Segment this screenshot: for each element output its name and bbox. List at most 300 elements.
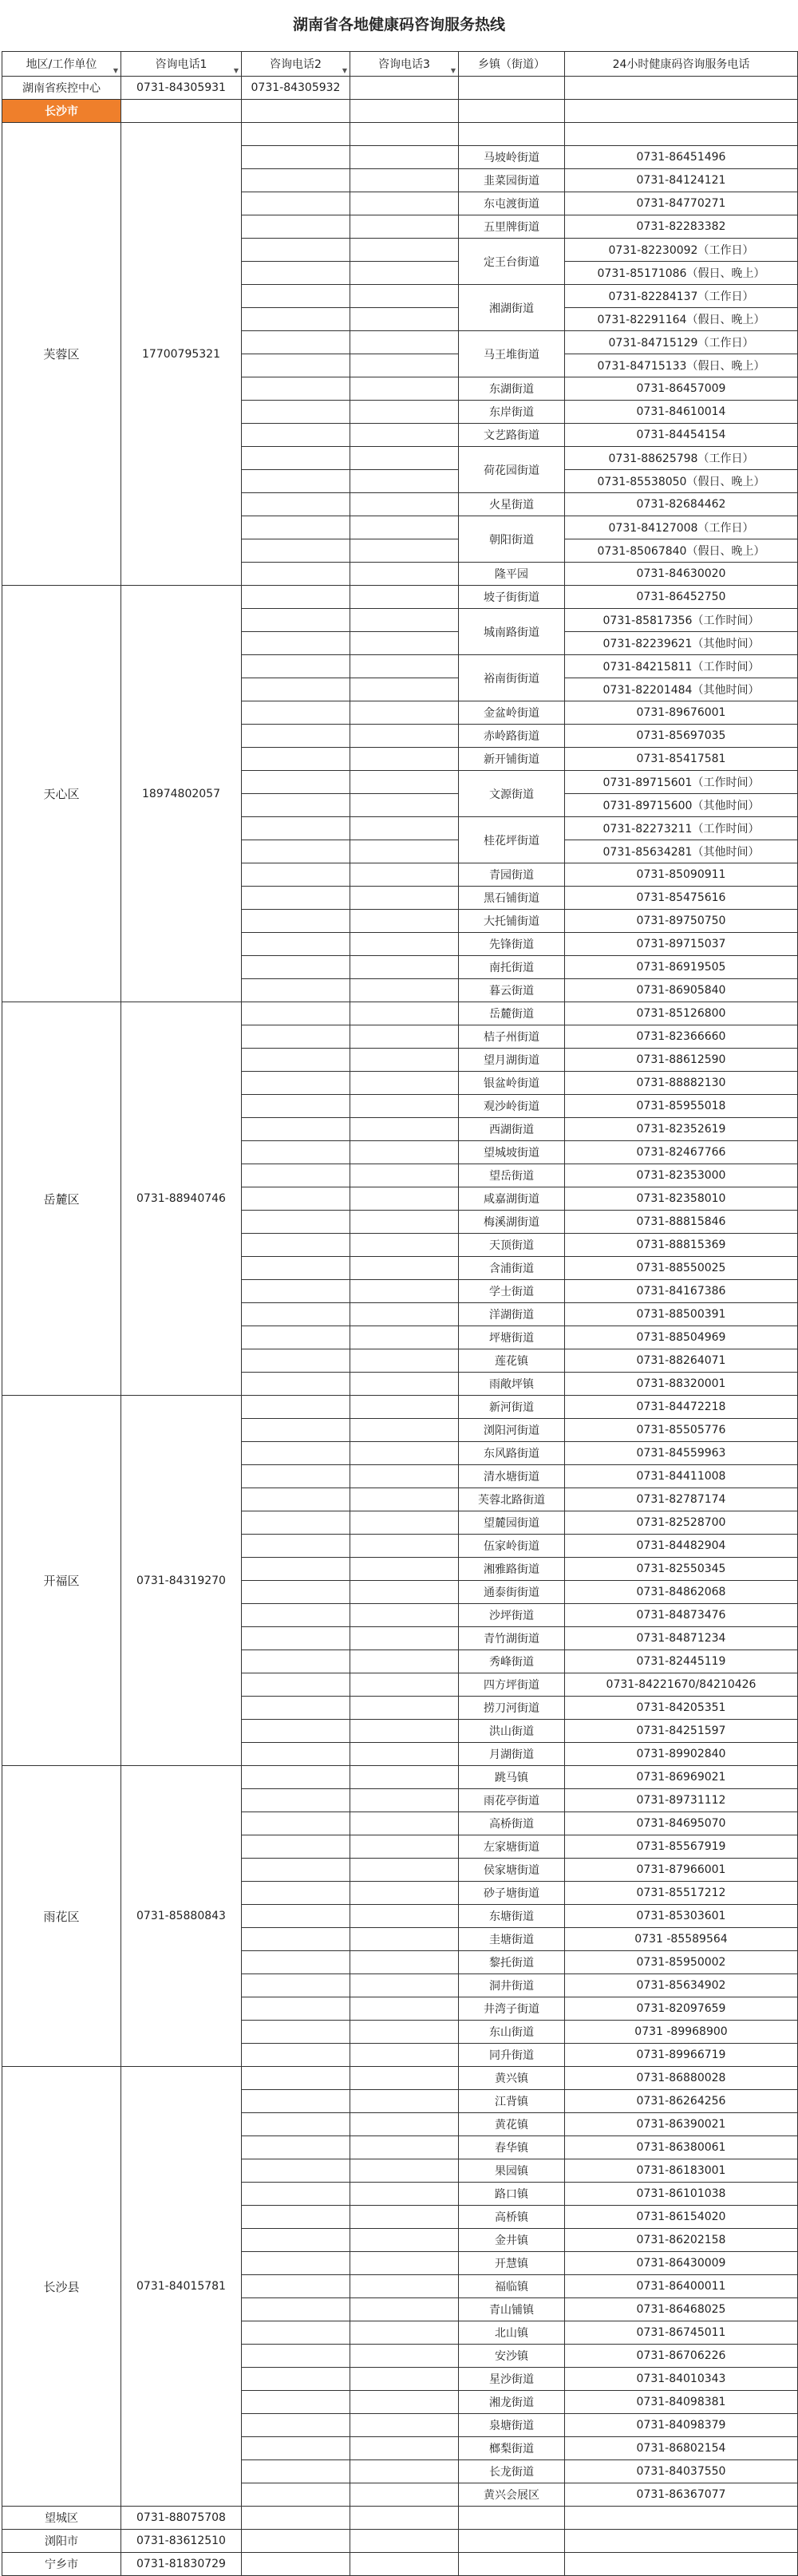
- phone-3: [350, 1928, 459, 1951]
- empty-cell: [350, 2507, 459, 2530]
- hotline: 0731-82283382: [565, 215, 798, 239]
- hotline: 0731-84695070: [565, 1812, 798, 1835]
- column-header[interactable]: 咨询电话1 ▼: [121, 52, 242, 77]
- phone-3: [350, 2321, 459, 2345]
- phone-3: [350, 2113, 459, 2136]
- phone-3: [350, 262, 459, 285]
- hotline: 0731-85634902: [565, 1974, 798, 1997]
- phone-3: [350, 2252, 459, 2275]
- phone-3: [350, 655, 459, 678]
- phone-2: [242, 2345, 350, 2368]
- phone-3: [350, 794, 459, 817]
- phone-2: [242, 725, 350, 748]
- street-name: 清水塘街道: [459, 1465, 565, 1488]
- phone-3: [350, 1349, 459, 1373]
- phone-3: [350, 1859, 459, 1882]
- phone-3: [350, 2067, 459, 2090]
- phone-2: [242, 1187, 350, 1211]
- city-name: 长沙市: [2, 100, 121, 123]
- street-name: [459, 123, 565, 146]
- hotline: 0731-82230092（工作日）: [565, 239, 798, 262]
- phone-2: [242, 262, 350, 285]
- table-row: [2, 2507, 798, 2530]
- empty-cell: [121, 100, 242, 123]
- phone-3: [350, 1581, 459, 1604]
- phone-2: [242, 169, 350, 192]
- phone-2: [242, 632, 350, 655]
- phone-3: [350, 354, 459, 377]
- empty-cell: [565, 2507, 798, 2530]
- phone-2: [242, 748, 350, 771]
- street-name: 金井镇: [459, 2229, 565, 2252]
- phone-1: 0731-83612510: [121, 2530, 242, 2553]
- hotline: 0731-86367077: [565, 2483, 798, 2507]
- hotline: 0731-82239621（其他时间）: [565, 632, 798, 655]
- phone-3: [350, 1974, 459, 1997]
- phone-3: [350, 2298, 459, 2321]
- empty-cell: [242, 100, 350, 123]
- hotline: 0731-85567919: [565, 1835, 798, 1859]
- filter-dropdown-icon[interactable]: ▼: [233, 67, 239, 74]
- hotline: 0731-86969021: [565, 1766, 798, 1789]
- table-row: [2, 1766, 798, 1789]
- hotline: 0731-88612590: [565, 1049, 798, 1072]
- street-name: 咸嘉湖街道: [459, 1187, 565, 1211]
- hotline: 0731-86154020: [565, 2206, 798, 2229]
- phone-3: [350, 678, 459, 701]
- phone-3: [350, 493, 459, 516]
- phone-2: [242, 1997, 350, 2021]
- district-name: 宁乡市: [2, 2553, 121, 2576]
- phone-2: [242, 887, 350, 910]
- phone-2: [242, 1002, 350, 1025]
- hotline: 0731-82358010: [565, 1187, 798, 1211]
- phone-2: [242, 1141, 350, 1164]
- street-name: 砂子塘街道: [459, 1882, 565, 1905]
- hotline: 0731-85517212: [565, 1882, 798, 1905]
- phone-2: [242, 1558, 350, 1581]
- street-name: 青园街道: [459, 863, 565, 887]
- phone-2: [242, 2206, 350, 2229]
- phone-1: 0731-84319270: [121, 1396, 242, 1766]
- phone-2: [242, 1650, 350, 1673]
- phone-2: [242, 1072, 350, 1095]
- empty-cell: [350, 100, 459, 123]
- hotline: 0731-84630020: [565, 563, 798, 586]
- page-title: 湖南省各地健康码咨询服务热线: [292, 16, 505, 34]
- phone-3: [350, 1072, 459, 1095]
- phone-3: [350, 1049, 459, 1072]
- street-name: 黄兴会展区: [459, 2483, 565, 2507]
- phone-2: [242, 817, 350, 840]
- district-name: 天心区: [2, 586, 121, 1002]
- street-name: 暮云街道: [459, 979, 565, 1002]
- phone-1: 18974802057: [121, 586, 242, 1002]
- table-row: [2, 1002, 798, 1025]
- street-name: 南托街道: [459, 956, 565, 979]
- district-name: 雨花区: [2, 1766, 121, 2067]
- phone-3: [350, 817, 459, 840]
- phone-3: [350, 1002, 459, 1025]
- phone-2: [242, 1025, 350, 1049]
- phone-1: 0731-88075708: [121, 2507, 242, 2530]
- street-name: 湘湖街道: [459, 285, 565, 331]
- phone-2: [242, 2252, 350, 2275]
- phone-2: [242, 609, 350, 632]
- phone-3: [350, 1558, 459, 1581]
- phone-3: [350, 609, 459, 632]
- city-row: [2, 100, 798, 123]
- hotline: 0731-86390021: [565, 2113, 798, 2136]
- hotline: 0731-84411008: [565, 1465, 798, 1488]
- phone-2: [242, 308, 350, 331]
- phone-3: [350, 1419, 459, 1442]
- street-name: 黄花镇: [459, 2113, 565, 2136]
- phone-3: [350, 1535, 459, 1558]
- phone-3: [350, 725, 459, 748]
- empty-cell: [565, 100, 798, 123]
- hotline: 0731-88550025: [565, 1257, 798, 1280]
- phone-1: 0731-84015781: [121, 2067, 242, 2507]
- hotline: 0731-87966001: [565, 1859, 798, 1882]
- hotline: 0731-89750750: [565, 910, 798, 933]
- phone-2: [242, 2275, 350, 2298]
- phone-2: [242, 2067, 350, 2090]
- phone-3: [350, 1627, 459, 1650]
- phone-3: [350, 1095, 459, 1118]
- phone-3: [350, 2206, 459, 2229]
- street-name: 圭塘街道: [459, 1928, 565, 1951]
- column-header[interactable]: 地区/工作单位 ▼: [2, 52, 121, 77]
- phone-2: [242, 2460, 350, 2483]
- phone-3: [350, 1442, 459, 1465]
- phone-3: [350, 748, 459, 771]
- hotline: 0731-85950002: [565, 1951, 798, 1974]
- hotline: 0731-86451496: [565, 146, 798, 169]
- street-name: 定王台街道: [459, 239, 565, 285]
- phone-3: [350, 863, 459, 887]
- phone-2: [242, 1859, 350, 1882]
- hotline: 0731-84454154: [565, 424, 798, 447]
- hotline: 0731-86745011: [565, 2321, 798, 2345]
- phone-2: [242, 331, 350, 354]
- phone-2: [242, 447, 350, 470]
- phone-2: [242, 655, 350, 678]
- phone-3: [350, 2275, 459, 2298]
- hotline: 0731-85817356（工作时间）: [565, 609, 798, 632]
- street-name: 新河街道: [459, 1396, 565, 1419]
- hotline: 0731-86430009: [565, 2252, 798, 2275]
- hotline: 0731-85697035: [565, 725, 798, 748]
- street-name: 含浦街道: [459, 1257, 565, 1280]
- phone-2: [242, 956, 350, 979]
- phone-3: [350, 470, 459, 493]
- phone-3: [350, 2136, 459, 2159]
- phone-2: [242, 1118, 350, 1141]
- hotline: 0731-82366660: [565, 1025, 798, 1049]
- hotline: 0731-88500391: [565, 1303, 798, 1326]
- hotline: 0731-84610014: [565, 401, 798, 424]
- phone-3: [350, 632, 459, 655]
- phone-2: [242, 2391, 350, 2414]
- empty-cell: [242, 2507, 350, 2530]
- phone-3: [350, 1465, 459, 1488]
- hotline: 0731-85505776: [565, 1419, 798, 1442]
- empty-cell: [565, 2530, 798, 2553]
- street-name: 朝阳街道: [459, 516, 565, 563]
- hotline: 0731-86457009: [565, 377, 798, 401]
- street-name: 洪山街道: [459, 1720, 565, 1743]
- phone-3: [350, 933, 459, 956]
- hotline: 0731-86202158: [565, 2229, 798, 2252]
- district-name: 浏阳市: [2, 2530, 121, 2553]
- hotline: 0731-86452750: [565, 586, 798, 609]
- phone-2: 0731-84305932: [242, 77, 350, 100]
- phone-2: [242, 539, 350, 563]
- street-name: 赤岭路街道: [459, 725, 565, 748]
- phone-3: [350, 2460, 459, 2483]
- phone-3: [350, 331, 459, 354]
- hotline: 0731-84010343: [565, 2368, 798, 2391]
- street-name: 新开铺街道: [459, 748, 565, 771]
- street-name: 榔梨街道: [459, 2437, 565, 2460]
- phone-2: [242, 1951, 350, 1974]
- street-name: 果园镇: [459, 2159, 565, 2183]
- empty-cell: [459, 2530, 565, 2553]
- empty-cell: [350, 2553, 459, 2576]
- phone-3: [350, 1326, 459, 1349]
- street-name: 文源街道: [459, 771, 565, 817]
- hotline: 0731-86905840: [565, 979, 798, 1002]
- street-name: 洋湖街道: [459, 1303, 565, 1326]
- phone-2: [242, 701, 350, 725]
- phone-2: [242, 1627, 350, 1650]
- district-name: 开福区: [2, 1396, 121, 1766]
- hotline: 0731-82787174: [565, 1488, 798, 1511]
- phone-2: [242, 2437, 350, 2460]
- phone-2: [242, 910, 350, 933]
- street-name: 跳马镇: [459, 1766, 565, 1789]
- phone-2: [242, 1604, 350, 1627]
- hotline: 0731-85090911: [565, 863, 798, 887]
- street-name: 西湖街道: [459, 1118, 565, 1141]
- phone-3: [350, 1511, 459, 1535]
- phone-2: [242, 2021, 350, 2044]
- street-name: 黄兴镇: [459, 2067, 565, 2090]
- phone-3: [350, 956, 459, 979]
- hotline: 0731-84098379: [565, 2414, 798, 2437]
- phone-2: [242, 1789, 350, 1812]
- phone-3: [350, 2414, 459, 2437]
- phone-2: [242, 1812, 350, 1835]
- phone-2: [242, 794, 350, 817]
- hotline: 0731-86400011: [565, 2275, 798, 2298]
- hotline: 0731-84037550: [565, 2460, 798, 2483]
- street-name: 望月湖街道: [459, 1049, 565, 1072]
- phone-3: [350, 308, 459, 331]
- street-name: 高桥镇: [459, 2206, 565, 2229]
- phone-3: [350, 979, 459, 1002]
- phone-2: [242, 2044, 350, 2067]
- hotline: 0731-85475616: [565, 887, 798, 910]
- hotline: 0731-89715601（工作时间）: [565, 771, 798, 794]
- filter-dropdown-icon[interactable]: ▼: [342, 67, 347, 74]
- hotline: 0731-82291164（假日、晚上）: [565, 308, 798, 331]
- hotline: 0731-84221670/84210426: [565, 1673, 798, 1697]
- phone-2: [242, 424, 350, 447]
- phone-3: [350, 1604, 459, 1627]
- street-name: 黑石铺街道: [459, 887, 565, 910]
- hotline: 0731-86706226: [565, 2345, 798, 2368]
- street-name: 马王堆街道: [459, 331, 565, 377]
- phone-2: [242, 1373, 350, 1396]
- phone-3: [350, 1789, 459, 1812]
- street-name: 东岸街道: [459, 401, 565, 424]
- phone-3: [350, 1905, 459, 1928]
- filter-dropdown-icon[interactable]: ▼: [450, 67, 456, 74]
- hotline: 0731-85417581: [565, 748, 798, 771]
- phone-2: [242, 933, 350, 956]
- street-name: 安沙镇: [459, 2345, 565, 2368]
- phone-2: [242, 1280, 350, 1303]
- hotline: 0731-82528700: [565, 1511, 798, 1535]
- phone-3: [350, 1234, 459, 1257]
- street-name: 梅溪湖街道: [459, 1211, 565, 1234]
- hotline: 0731-85634281（其他时间）: [565, 840, 798, 863]
- phone-2: [242, 1257, 350, 1280]
- phone-3: [350, 2183, 459, 2206]
- hotline: [565, 77, 798, 100]
- phone-2: [242, 146, 350, 169]
- phone-1: 0731-84305931: [121, 77, 242, 100]
- hotline: 0731-84559963: [565, 1442, 798, 1465]
- phone-3: [350, 1164, 459, 1187]
- phone-3: [350, 377, 459, 401]
- table-row: [2, 1396, 798, 1419]
- street-name: 东风路街道: [459, 1442, 565, 1465]
- phone-3: [350, 1951, 459, 1974]
- street-name: 东塘街道: [459, 1905, 565, 1928]
- hotline: 0731-84472218: [565, 1396, 798, 1419]
- column-header: 乡镇（街道）: [459, 52, 565, 77]
- hotline: 0731-82684462: [565, 493, 798, 516]
- empty-cell: [242, 2530, 350, 2553]
- empty-cell: [242, 2553, 350, 2576]
- street-name: 春华镇: [459, 2136, 565, 2159]
- phone-2: [242, 1419, 350, 1442]
- phone-2: [242, 2183, 350, 2206]
- hotline: 0731-86380061: [565, 2136, 798, 2159]
- phone-2: [242, 192, 350, 215]
- street-name: 雨敞坪镇: [459, 1373, 565, 1396]
- hotline: 0731-84251597: [565, 1720, 798, 1743]
- district-name: 望城区: [2, 2507, 121, 2530]
- street-name: 金盆岭街道: [459, 701, 565, 725]
- phone-2: [242, 979, 350, 1002]
- street-name: 芙蓉北路街道: [459, 1488, 565, 1511]
- phone-2: [242, 1303, 350, 1326]
- hotline: 0731-86919505: [565, 956, 798, 979]
- street-name: 莲花镇: [459, 1349, 565, 1373]
- phone-2: [242, 1488, 350, 1511]
- street-name: 井湾子街道: [459, 1997, 565, 2021]
- hotline: 0731-88625798（工作日）: [565, 447, 798, 470]
- phone-2: [242, 285, 350, 308]
- hotline: 0731-82550345: [565, 1558, 798, 1581]
- district-name: 岳麓区: [2, 1002, 121, 1396]
- street-name: 雨花亭街道: [459, 1789, 565, 1812]
- phone-3: [350, 1211, 459, 1234]
- hotline: 0731-89676001: [565, 701, 798, 725]
- street-name: 先锋街道: [459, 933, 565, 956]
- phone-3: [350, 563, 459, 586]
- phone-2: [242, 563, 350, 586]
- header-row: [2, 52, 798, 77]
- hotline: 0731-88882130: [565, 1072, 798, 1095]
- phone-2: [242, 215, 350, 239]
- phone-2: [242, 354, 350, 377]
- phone-3: [350, 424, 459, 447]
- phone-3: [350, 447, 459, 470]
- hotline: 0731 -85589564: [565, 1928, 798, 1951]
- phone-3: [350, 2229, 459, 2252]
- phone-2: [242, 1349, 350, 1373]
- street-name: 月湖街道: [459, 1743, 565, 1766]
- column-header[interactable]: 咨询电话3 ▼: [350, 52, 459, 77]
- hotline: 0731-89715600（其他时间）: [565, 794, 798, 817]
- hotline: 0731-86880028: [565, 2067, 798, 2090]
- phone-2: [242, 840, 350, 863]
- hotline: 0731-84871234: [565, 1627, 798, 1650]
- street-name: 隆平园: [459, 563, 565, 586]
- phone-2: [242, 1581, 350, 1604]
- hotline: 0731-84482904: [565, 1535, 798, 1558]
- column-header: 24小时健康码咨询服务电话: [565, 52, 798, 77]
- empty-cell: [350, 2530, 459, 2553]
- phone-2: [242, 493, 350, 516]
- phone-2: [242, 2414, 350, 2437]
- phone-3: [350, 285, 459, 308]
- street-name: 望麓园街道: [459, 1511, 565, 1535]
- phone-3: [350, 1697, 459, 1720]
- phone-3: [350, 2368, 459, 2391]
- hotline: 0731-84715133（假日、晚上）: [565, 354, 798, 377]
- hotline: 0731-82284137（工作日）: [565, 285, 798, 308]
- empty-cell: [459, 2553, 565, 2576]
- street-name: 岳麓街道: [459, 1002, 565, 1025]
- phone-3: [350, 1025, 459, 1049]
- street-name: 坡子街街道: [459, 586, 565, 609]
- hotline: 0731-88320001: [565, 1373, 798, 1396]
- phone-2: [242, 2113, 350, 2136]
- street-name: 洞井街道: [459, 1974, 565, 1997]
- phone-2: [242, 2159, 350, 2183]
- street-name: 长龙街道: [459, 2460, 565, 2483]
- column-header[interactable]: 咨询电话2 ▼: [242, 52, 350, 77]
- hotline: 0731-86101038: [565, 2183, 798, 2206]
- hotline: 0731-88815369: [565, 1234, 798, 1257]
- phone-3: [350, 1187, 459, 1211]
- phone-3: [350, 2159, 459, 2183]
- filter-dropdown-icon[interactable]: ▼: [113, 67, 118, 74]
- district-name: 长沙县: [2, 2067, 121, 2507]
- hotline: 0731-84124121: [565, 169, 798, 192]
- phone-3: [350, 2437, 459, 2460]
- phone-2: [242, 1720, 350, 1743]
- street-name: 秀峰街道: [459, 1650, 565, 1673]
- street-name: 银盆岭街道: [459, 1072, 565, 1095]
- phone-2: [242, 863, 350, 887]
